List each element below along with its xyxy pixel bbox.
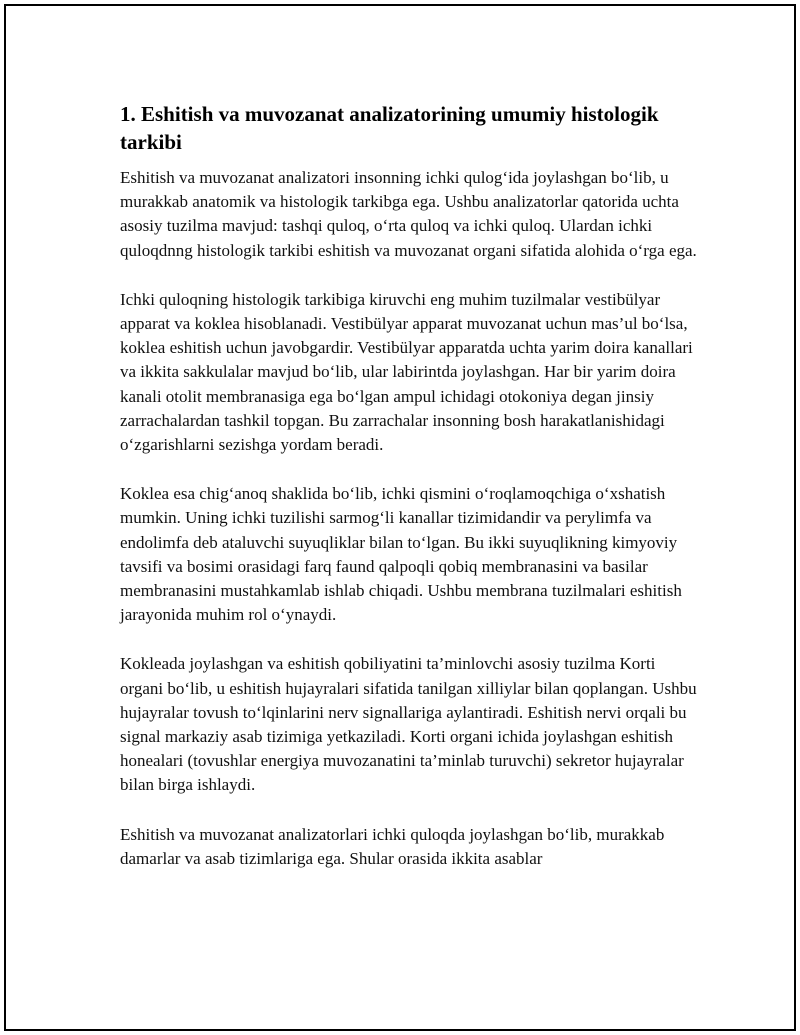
paragraph-1: Eshitish va muvozanat analizatori insonning ichki qulog‘ida joylashgan bo‘lib, u murakkab anatomik va histologik tarkibga ega. Ushbu analizatorlar qatorida uchta asosiy tuzilma mavjud: tashqi quloq, o‘rta quloq va ichki quloq. Ulardan ichki quloqdnng histologik tarkibi eshitish va muvozanat organi sifatida alohida o‘rga ega. — [120, 168, 697, 260]
paragraph-2: Ichki quloqning histologik tarkibiga kiruvchi eng muhim tuzilmalar vestibülyar apparat va koklea hisoblanadi. Vestibülyar apparat muvozanat uchun mas’ul bo‘lsa, koklea eshitish uchun javobgardir. Vestibülyar apparatda uchta yarim doira kanallari va ikkita sakkulalar mavjud bo‘lib, ular labirintda joylashgan. Har bir yarim doira kanali otolit membranasiga ega bo‘lgan ampul ichidagi otokoniya degan jinsiy zarrachalardan tashkil topgan. Bu zarrachalar insonning bosh harakatlanishidagi o‘zgarishlarni sezishga yordam beradi. — [120, 289, 693, 455]
page-frame — [4, 4, 796, 1031]
document-body — [120, 100, 700, 896]
paragraph-4: Kokleada joylashgan va eshitish qobiliyatini ta’minlovchi asosiy tuzilma Korti organi bo‘lib, u eshitish hujayralari sifatida tanilgan xilliylar bilan qoplangan. Ushbu hujayralar tovush to‘lqinlarini nerv signallariga aylantiradi. Eshitish nervi orqali bu signal markaziy asab tizimiga yetkaziladi. Korti organi ichida joylashgan eshitish honealari (tovushlar energiya muvozanatini ta’minlab turuvchi) sekretor hujayralar bilan birga ishlaydi. — [120, 654, 697, 795]
paragraph-5: Eshitish va muvozanat analizatorlari ichki quloqda joylashgan bo‘lib, murakkab damarlar va asab tizimlariga ega. Shular orasida ikkita asablar — [120, 824, 665, 868]
paragraph-3: Koklea esa chig‘anoq shaklida bo‘lib, ichki qismini o‘roqlamoqchiga o‘xshatish mumkin. Uning ichki tuzilishi sarmog‘li kanallar tizimidandir va perylimfa va endolimfa deb ataluvchi suyuqliklar bilan to‘lgan. Bu ikki suyuqlikning kimyoviy tavsifi va bosimi orasidagi farq faund qalpoqli qobiq membranasini va basilar membranasini mustahkamlab ishlab chiqadi. Ushbu membrana tuzilmalari eshitish jarayonida muhim rol o‘ynaydi. — [120, 484, 682, 625]
section-heading: 1. Eshitish va muvozanat analizatorining umumiy histologik tarkibi — [120, 102, 659, 154]
